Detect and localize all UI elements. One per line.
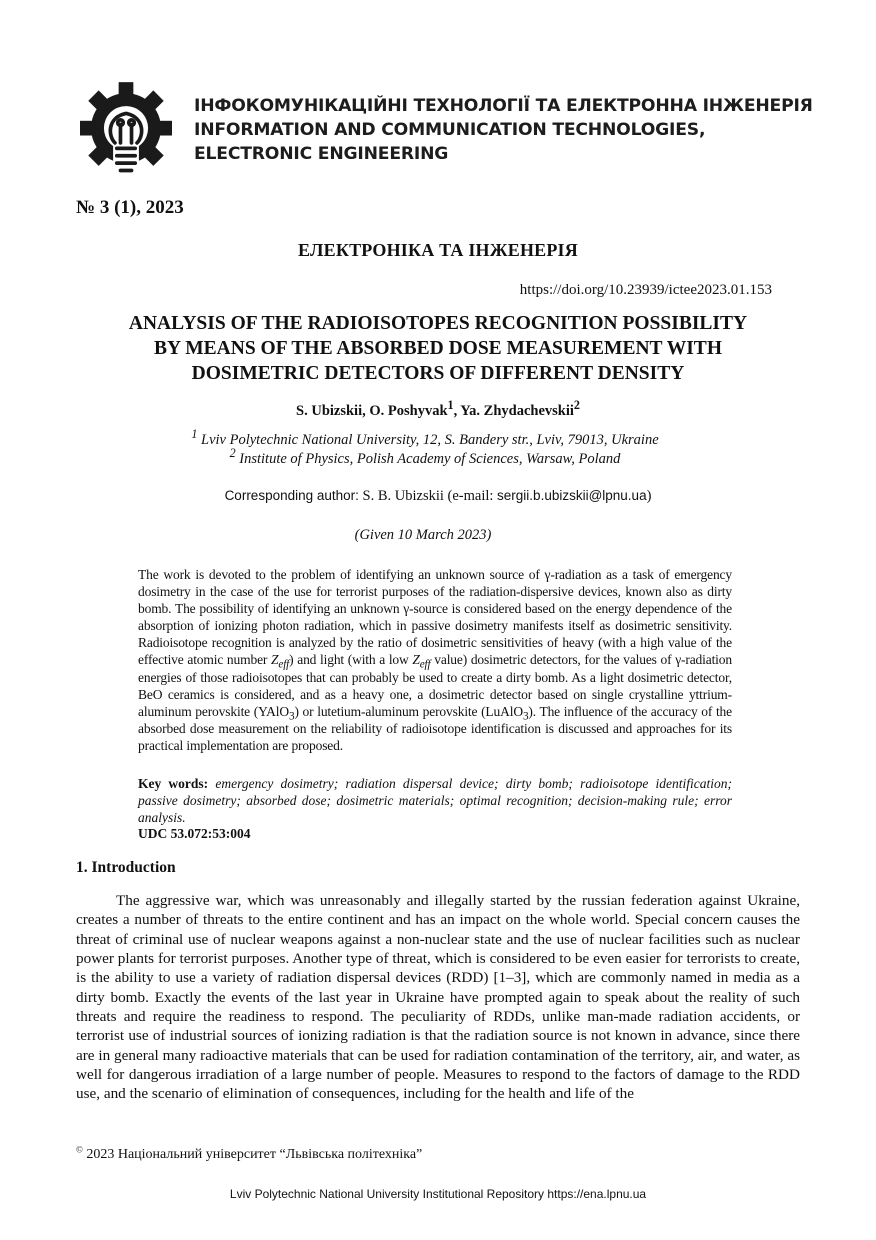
journal-title-en-line1: INFORMATION AND COMMUNICATION TECHNOLOGIES, (194, 120, 706, 140)
subscript-3: 3 (522, 710, 529, 723)
authors-group-2: Ya. Zhydachevskii (460, 403, 574, 419)
author-separator: , (453, 403, 461, 419)
affiliation-2 (0, 446, 850, 469)
intro-paragraph: The aggressive war, which was unreasonably and illegally started by the russian federation against Ukraine, creates a number of threats to the entire continent and has an impact on the whole world. Special concern causes the threat of criminal use of nuclear weapons against a non-nuclear state and the use of nuclear facilities such as nuclear power plants for terrorist purposes. Another type of threat, which is considered to be even easier for terrorists to create, is the ability to use a variety of radiation dispersal devices (RDD) [1–3], which are commonly named in media as a dirty bomb. Exactly the events of the last year in Ukraine have prompted again to speak about the reality of such threats and require the readiness to respond. The peculiarity of RDDs, unlike man-made radiation accidents, or terrorist use of industrial sources of ionizing radiation is that the radiation source is not known in advance, since there are in general many radioactive materials that can be used for radiation contamination of the territory, air, and water, as well for dangerous irradiation of a large number of people. Measures to respond to the factors of damage to the RDD use, and the scenario of elimination of consequences, including for the health and life of the (76, 892, 800, 1103)
section-title: ЕЛЕКТРОНІКА ТА ІНЖЕНЕРІЯ (298, 240, 578, 260)
author-affil-marker: 2 (573, 398, 580, 413)
paper-title-line: BY MEANS OF THE ABSORBED DOSE MEASUREMENT WITH (154, 338, 722, 359)
corresponding-close: ) (646, 488, 652, 504)
abstract (138, 566, 732, 754)
copyright-text: 2023 Національний університет “Львівська політехніка” (82, 1147, 423, 1162)
corresponding-author (0, 488, 876, 505)
affiliation-1-text: Lviv Polytechnic National University, 12, S. Bandery str., Lviv, 79013, Ukraine (201, 432, 659, 448)
corresponding-name: S. B. Ubizskii (e-mail: (362, 488, 498, 504)
copyright-icon: © (76, 1144, 83, 1155)
keywords (138, 775, 732, 826)
journal-title-ua: ІНФОКОМУНІКАЦІЙНІ ТЕХНОЛОГІЇ ТА ЕЛЕКТРОННА ІНЖЕНЕРІЯ (194, 96, 813, 116)
paper-title-line: DOSIMETRIC DETECTORS OF DIFFERENT DENSITY (191, 363, 685, 384)
affiliation-marker: 2 (229, 446, 236, 461)
z-symbol: Z (412, 652, 420, 668)
corresponding-label: Corresponding author: (224, 488, 359, 503)
affiliation-1 (0, 427, 850, 450)
abstract-text: ) or lutetium-aluminum perovskite (LuAlO (294, 703, 523, 719)
author-affil-marker: 1 (447, 398, 454, 413)
gear-bulb-logo-icon (80, 82, 172, 178)
received-date: (Given 10 March 2023) (354, 527, 492, 543)
affiliations (0, 427, 850, 469)
keywords-label: Key words: (138, 776, 209, 791)
abstract-text: The work is devoted to the problem of identifying an unknown source of γ-radiation as a task of emergency dosimetry in the case of the use for terrorist purposes of the radiation-dispersive devices, known also as dirty bomb. The possibility of identifying an unknown γ-source is considered based on the energy dependence of the absorption of ionizing photon radiation, which in passive dosimetry manifests itself as dosimetric sensitivity. Radioisotope recognition is analyzed by the ratio of dosimetric sensitivities of heavy (with a high value of the effective atomic number (138, 567, 732, 668)
journal-header (80, 82, 813, 182)
paper-title (76, 311, 800, 386)
copyright (76, 1144, 423, 1163)
paper-title-line: ANALYSIS OF THE RADIOISOTOPES RECOGNITION POSSIBILITY (128, 313, 748, 334)
eff-subscript: eff (419, 659, 431, 672)
doi-link[interactable]: https://doi.org/10.23939/ictee2023.01.153 (519, 282, 772, 298)
repository-footer: Lviv Polytechnic National University Institutional Repository https://ena.lpnu.ua (229, 1187, 647, 1201)
email-link[interactable]: sergii.b.ubizskii@lpnu.ua (497, 488, 647, 503)
author-list (0, 398, 876, 420)
journal-titles (194, 94, 813, 166)
subscript-3: 3 (288, 710, 295, 723)
section-heading: 1. Introduction (76, 859, 176, 876)
z-symbol: Z (271, 652, 279, 668)
abstract-text: ). The influence of the accuracy of the absorbed dose measurement on the reliability of radioisotope identification is discussed and approaches for its practical implementation are proposed. (138, 703, 732, 753)
eff-subscript: eff (278, 659, 290, 672)
journal-title-en-line2: ELECTRONIC ENGINEERING (194, 144, 449, 164)
abstract-text: ) and light (with a low (289, 652, 413, 668)
affiliation-marker: 1 (191, 427, 198, 442)
udc-code: UDC 53.072:53:004 (138, 826, 251, 841)
affiliation-2-text: Institute of Physics, Polish Academy of Sciences, Warsaw, Poland (239, 451, 621, 467)
authors-group-1: S. Ubizskii, O. Poshyvak (296, 403, 448, 419)
abstract-text: value) dosimetric detectors, for the values of γ-radiation energies of those radioisotopes that can probably be used to create a dirty bomb. As a light dosimetric detector, BeO ceramics is considered, and as a heavy one, a dosimetric detector based on single crystalline yttrium-aluminum perovskite (YAlO (138, 652, 732, 719)
issue-number: № 3 (1), 2023 (76, 197, 184, 218)
keywords-text: emergency dosimetry; radiation dispersal device; dirty bomb; radioisotope identification; passive dosimetry; absorbed dose; dosimetric materials; optimal recognition; decision-making rule; error analysis. (138, 776, 733, 825)
